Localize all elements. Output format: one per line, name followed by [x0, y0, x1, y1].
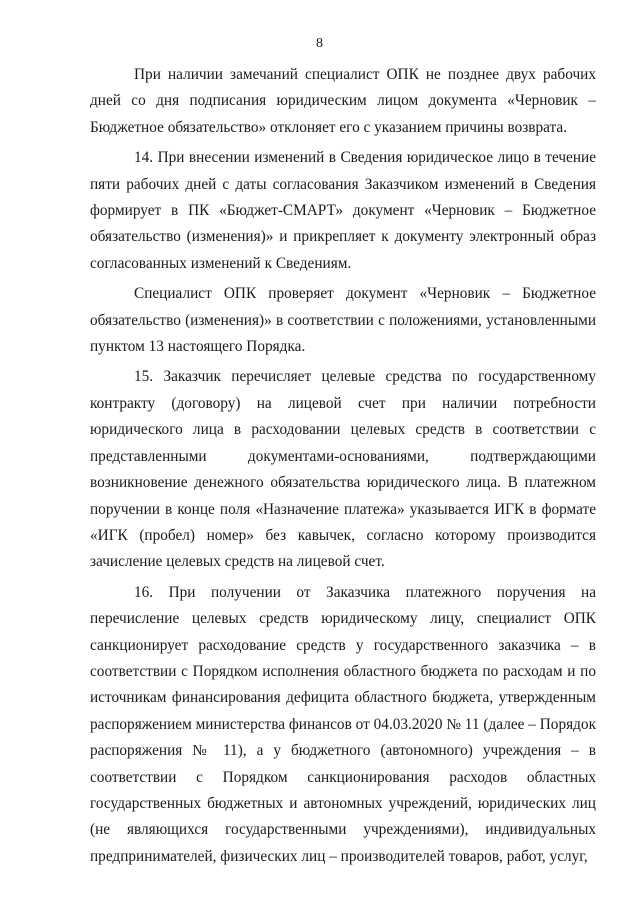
- paragraph-15: 15. Заказчик перечисляет целевые средства по государственному контракту (договору) на лицевой счет при наличии потребности юридического лица в расходовании целевых средств в соответствии с представленными документами-основаниями, подтверждающими возникновение денежного обязательства юридического лица. В платежном поручении в конце поля «Назначение платежа» указывается ИГК в формате «ИГК (пробел) номер» без кавычек, согласно которому производится зачисление целевых средств на лицевой счет.: [90, 368, 596, 571]
- paragraph-remarks: При наличии замечаний специалист ОПК не позднее двух рабочих дней со дня подписания юридическим лицом документа «Черновик – Бюджетное обязательство» отклоняет его с указанием причины возврата.: [90, 66, 596, 136]
- paragraph-14: 14. При внесении изменений в Сведения юридическое лицо в течение пяти рабочих дней с даты согласования Заказчиком изменений в Сведения формирует в ПК «Бюджет-СМАРТ» документ «Черновик – Бюджетное обязательство (изменения)» и прикрепляет к документу электронный образ согласованных изменений к Сведениям.: [90, 149, 596, 272]
- paragraph-opk-check: Специалист ОПК проверяет документ «Черновик – Бюджетное обязательство (изменения)» в соответствии с положениями, установленными пунктом 13 настоящего Порядка.: [90, 285, 596, 356]
- document-body: [90, 62, 596, 870]
- paragraph-16: 16. При получении от Заказчика платежного поручения на перечисление целевых средств юридическому лицу, специалист ОПК санкционирует расходование средств у государственного заказчика – в соответствии с Порядком исполнения областного бюджета по расходам и по источникам финансирования дефицита областного бюджета, утвержденным распоряжением министерства финансов от 04.03.2020 № 11 (далее – Порядок распоряжения № 11), а у бюджетного (автономного) учреждения – в соответствии с Порядком санкционирования расходов областных государственных бюджетных и автономных учреждений, юридических лиц (не являющихся государственными учреждениями), индивидуальных предпринимателей, физических лиц – производителей товаров, работ, услуг,: [90, 583, 596, 865]
- page-number: 8: [316, 36, 323, 51]
